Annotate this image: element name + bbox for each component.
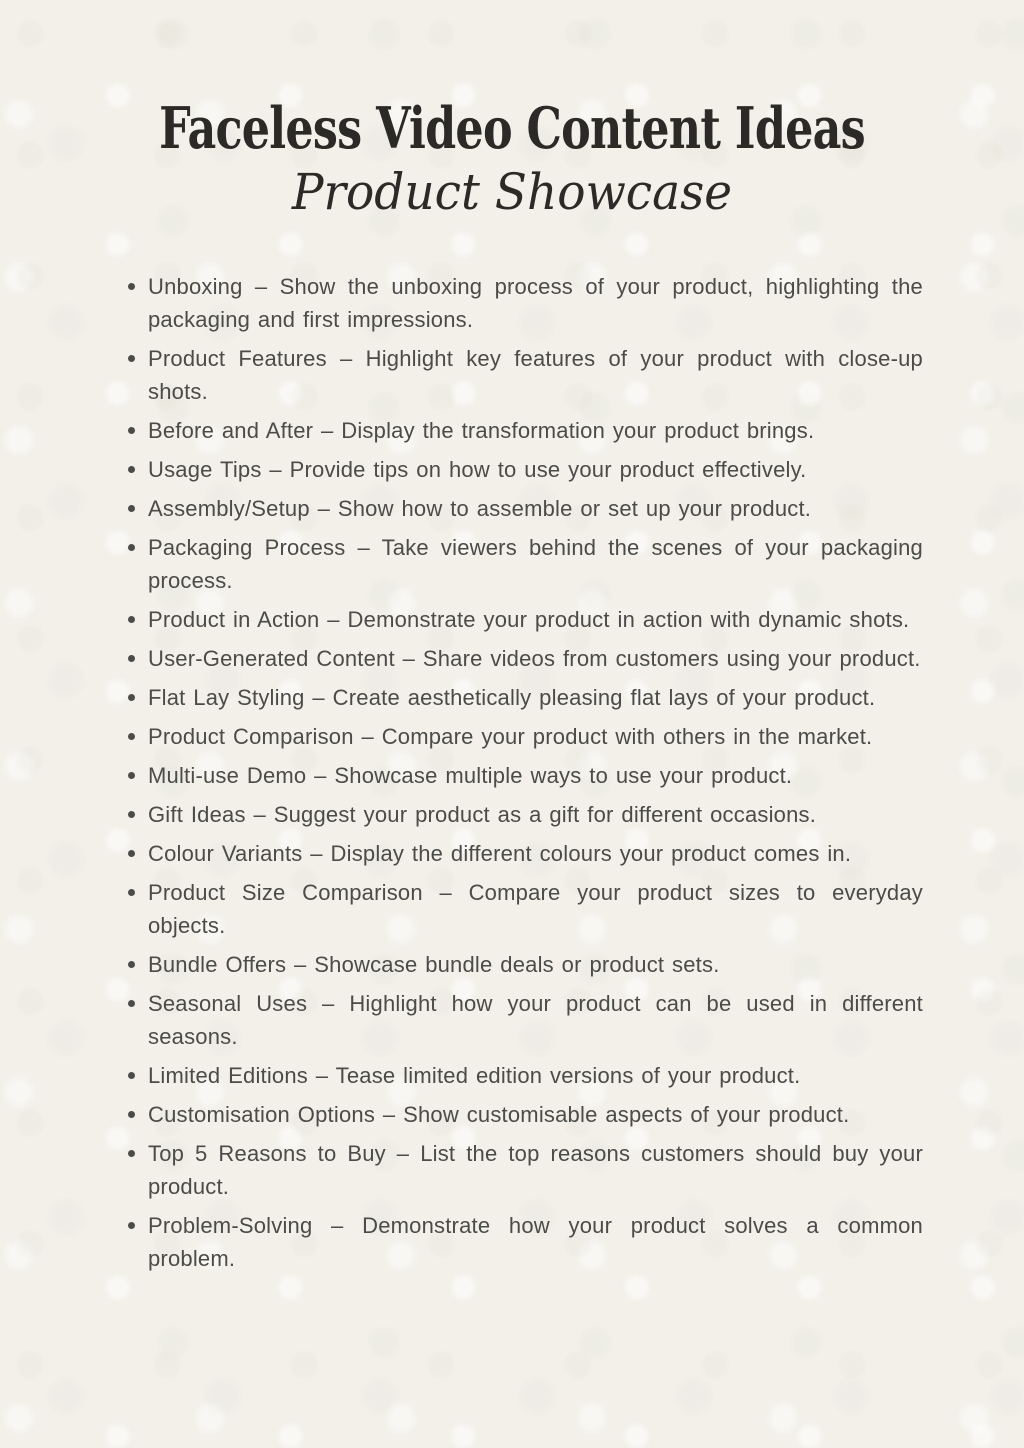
bullet-icon <box>128 655 135 662</box>
list-item-text: Bundle Offers – Showcase bundle deals or product sets. <box>148 952 720 978</box>
list-item <box>128 681 923 714</box>
bullet-icon <box>128 616 135 623</box>
bullet-icon <box>128 811 135 818</box>
bullet-icon <box>128 1000 135 1007</box>
list-item <box>128 642 923 675</box>
bullet-icon <box>128 427 135 434</box>
list-item <box>128 987 923 1053</box>
bullet-icon <box>128 544 135 551</box>
list-item <box>128 1209 923 1275</box>
list-item-text: User-Generated Content – Share videos from customers using your product. <box>148 646 921 672</box>
list-item <box>128 1059 923 1092</box>
bullet-icon <box>128 694 135 701</box>
list-item <box>128 492 923 525</box>
list-item-text: Assembly/Setup – Show how to assemble or set up your product. <box>148 496 812 522</box>
bullet-icon <box>128 772 135 779</box>
bullet-icon <box>128 1222 135 1229</box>
list-item-text: Customisation Options – Show customisable aspects of your product. <box>148 1102 850 1128</box>
list-item <box>128 603 923 636</box>
page-header <box>0 0 1024 220</box>
list-item-text: Problem-Solving – Demonstrate how your product solves a common problem. <box>148 1213 923 1272</box>
list-item-text: Colour Variants – Display the different colours your product comes in. <box>148 841 852 867</box>
list-item-text: Limited Editions – Tease limited edition versions of your product. <box>148 1063 801 1089</box>
list-item-text: Product in Action – Demonstrate your product in action with dynamic shots. <box>148 607 910 633</box>
bullet-icon <box>128 1111 135 1118</box>
list-item-text: Product Features – Highlight key features of your product with close-up shots. <box>148 346 923 405</box>
list-item <box>128 342 923 408</box>
bullet-icon <box>128 466 135 473</box>
bullet-icon <box>128 1150 135 1157</box>
list-item-text: Usage Tips – Provide tips on how to use your product effectively. <box>148 457 807 483</box>
bullet-icon <box>128 505 135 512</box>
list-item <box>128 759 923 792</box>
list-item-text: Unboxing – Show the unboxing process of your product, highlighting the packaging and first impressions. <box>148 274 923 333</box>
list-item-text: Product Comparison – Compare your product with others in the market. <box>148 724 873 750</box>
list-item-text: Product Size Comparison – Compare your product sizes to everyday objects. <box>148 880 923 939</box>
bullet-icon <box>128 733 135 740</box>
page-subtitle: Product Showcase <box>291 163 733 222</box>
list-item <box>128 837 923 870</box>
bullet-icon <box>128 889 135 896</box>
bullet-icon <box>128 961 135 968</box>
list-item-text: Top 5 Reasons to Buy – List the top reasons customers should buy your product. <box>148 1141 923 1200</box>
list-item-text: Seasonal Uses – Highlight how your product can be used in different seasons. <box>148 991 923 1050</box>
list-item <box>128 453 923 486</box>
list-item-text: Gift Ideas – Suggest your product as a gift for different occasions. <box>148 802 817 828</box>
list-item-text: Multi-use Demo – Showcase multiple ways to use your product. <box>148 763 793 789</box>
content-list <box>128 270 923 1275</box>
bullet-icon <box>128 850 135 857</box>
list-item-text: Before and After – Display the transformation your product brings. <box>148 418 815 444</box>
page-title: Faceless Video Content Ideas <box>159 95 865 162</box>
list-item-text: Flat Lay Styling – Create aesthetically pleasing flat lays of your product. <box>148 685 876 711</box>
list-item <box>128 948 923 981</box>
list-item <box>128 798 923 831</box>
bullet-icon <box>128 283 135 290</box>
bullet-icon <box>128 355 135 362</box>
list-item-text: Packaging Process – Take viewers behind the scenes of your packaging process. <box>148 535 923 594</box>
list-item <box>128 414 923 447</box>
list-item <box>128 270 923 336</box>
list-item <box>128 531 923 597</box>
list-item <box>128 1098 923 1131</box>
bullet-icon <box>128 1072 135 1079</box>
list-item <box>128 1137 923 1203</box>
list-item <box>128 876 923 942</box>
list-item <box>128 720 923 753</box>
